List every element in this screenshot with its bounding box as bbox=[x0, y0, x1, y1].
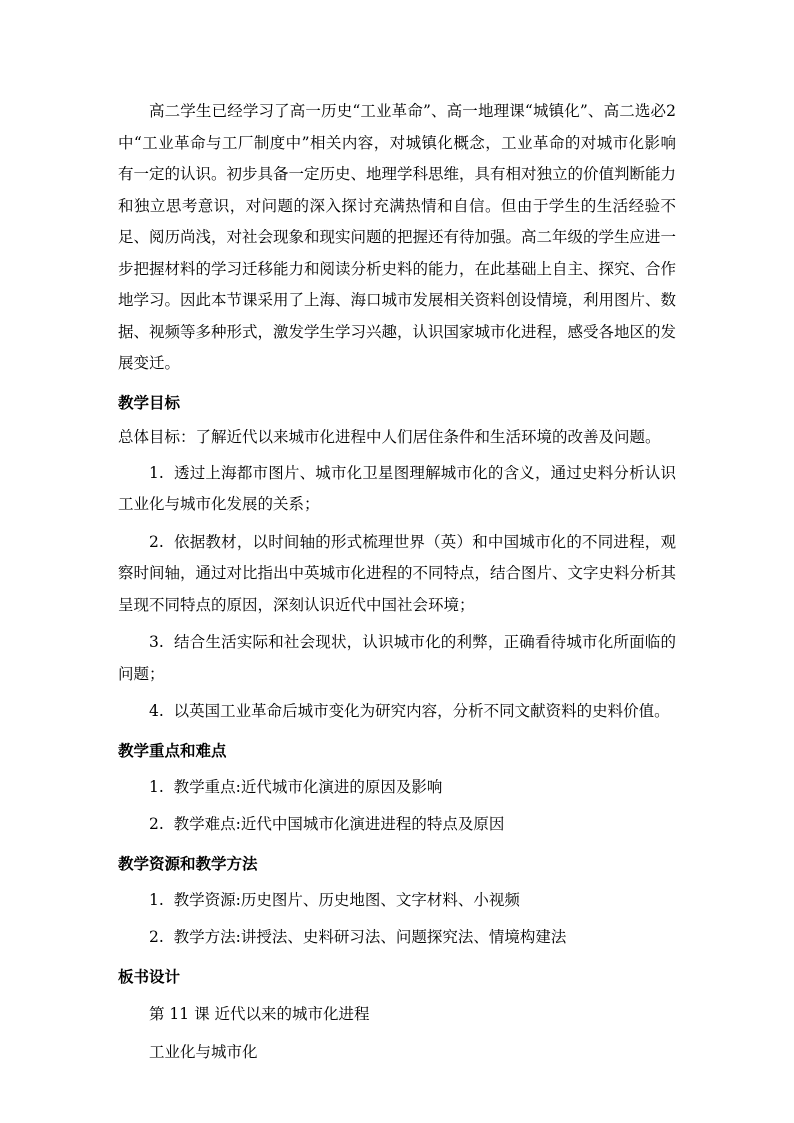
objective-item bbox=[118, 527, 676, 622]
resource-item bbox=[118, 885, 676, 917]
board-heading: 板书设计 bbox=[118, 967, 181, 986]
item-text: 教学重点:近代城市化演进的原因及影响 bbox=[173, 777, 443, 796]
board-line: 工业化与城市化 bbox=[149, 1042, 258, 1061]
keypoint-item bbox=[118, 772, 676, 804]
keypoints-heading: 教学重点和难点 bbox=[118, 741, 227, 760]
item-text: 结合生活实际和社会现状，认识城市化的利弊，正确看待城市化所面临的问题； bbox=[118, 633, 676, 683]
keypoint-item bbox=[118, 809, 676, 841]
objective-item bbox=[118, 627, 676, 690]
item-number: 1. bbox=[149, 777, 164, 796]
objective-item bbox=[118, 458, 676, 521]
item-text: 以英国工业革命后城市变化为研究内容，分析不同文献资料的史料价值。 bbox=[173, 702, 670, 720]
resource-item bbox=[118, 922, 676, 954]
intro-paragraph: 高二学生已经学习了高一历史“工业革命”、高一地理课“城镇化”、高二选必2中“工业革命与工厂制度中”相关内容，对城镇化概念，工业革命的对城市化影响有一定的认识。初步具备一定历史、地理学科思维，具有相对独立的价值判断能力和独立思考意识，对问题的深入探讨充满热情和自信。但由于学生的生活经验不足、阅历尚浅，对社会现象和现实问题的把握还有待加强。高二年级的学生应进一步把握材料的学习迁移能力和阅读分析史料的能力，在此基础上自主、探究、合作地学习。因此本节课采用了上海、海口城市发展相关资料创设情境，利用图片、数据、视频等多种形式，激发学生学习兴趣，认识国家城市化进程，感受各地区的发展变迁。 bbox=[118, 102, 677, 372]
item-text: 透过上海都市图片、城市化卫星图理解城市化的含义，通过史料分析认识工业化与城市化发展的关系； bbox=[118, 463, 676, 513]
objective-item bbox=[118, 696, 676, 728]
item-number: 1. bbox=[149, 463, 164, 482]
item-number: 3. bbox=[149, 633, 164, 651]
overall-objective: 总体目标：了解近代以来城市化进程中人们居住条件和生活环境的改善及问题。 bbox=[118, 427, 661, 446]
objectives-heading: 教学目标 bbox=[118, 393, 181, 412]
item-number: 2. bbox=[149, 532, 164, 551]
resources-heading: 教学资源和教学方法 bbox=[118, 854, 258, 873]
item-text: 教学方法:讲授法、史料研习法、问题探究法、情境构建法 bbox=[173, 928, 567, 946]
item-text: 教学资源:历史图片、历史地图、文字材料、小视频 bbox=[173, 890, 520, 909]
item-text: 教学难点:近代中国城市化演进进程的特点及原因 bbox=[173, 815, 505, 833]
item-number: 1. bbox=[149, 890, 164, 909]
item-number: 4. bbox=[149, 702, 164, 720]
board-line: 第 11 课 近代以来的城市化进程 bbox=[149, 1004, 370, 1023]
item-number: 2. bbox=[149, 928, 164, 946]
item-number: 2. bbox=[149, 815, 164, 833]
item-text: 依据教材，以时间轴的形式梳理世界（英）和中国城市化的不同进程，观察时间轴，通过对比指出中英城市化进程的不同特点，结合图片、文字史料分析其呈现不同特点的原因，深刻认识近代中国社会环境； bbox=[118, 532, 677, 614]
